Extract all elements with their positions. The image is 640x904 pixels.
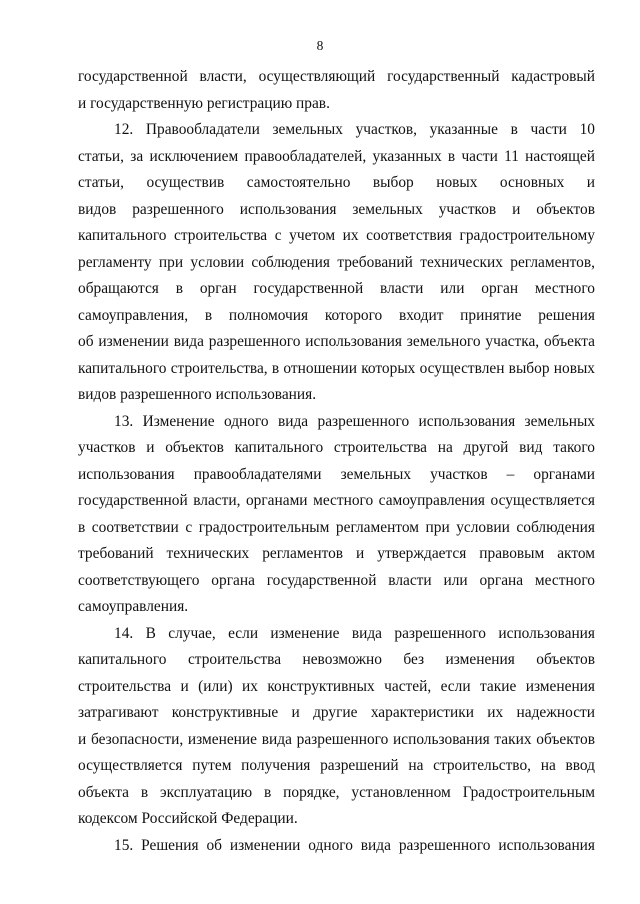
- text-line: 14. В случае, если изменение вида разрешенного использования: [114, 624, 595, 642]
- text-line: 15. Решения об изменении одного вида разрешенного использования: [114, 836, 595, 854]
- text-line: об изменении вида разрешенного использования земельного участка, объекта: [78, 333, 595, 350]
- text-line: самоуправления.: [78, 598, 189, 615]
- text-line: в соответствии с градостроительным регламентом при условии соблюдения: [78, 518, 595, 536]
- text-line: статьи, за исключением правообладателей, указанных в части 11 настоящей: [78, 147, 595, 165]
- text-line: капитального строительства, в отношении которых осуществлен выбор новых: [78, 359, 595, 377]
- text-line: статьи, осуществив самостоятельно выбор новых основных и: [78, 174, 595, 191]
- text-line: требований технических регламентов и утверждается правовым актом: [78, 545, 595, 562]
- text-line: использования правообладателями земельных участков – органами: [78, 465, 595, 483]
- text-line: участков и объектов капитального строительства на другой вид такого: [78, 439, 595, 456]
- text-line: государственной власти, органами местного самоуправления осуществляется: [78, 492, 595, 509]
- document-body: [78, 64, 595, 859]
- text-line: самоуправления, в полномочия которого входит принятие решения: [78, 306, 595, 324]
- text-line: строительства и (или) их конструктивных частей, если такие изменения: [78, 677, 595, 695]
- text-line: видов разрешенного использования.: [78, 386, 317, 403]
- text-line: 13. Изменение одного вида разрешенного использования земельных: [114, 412, 595, 430]
- text-line: регламенту при условии соблюдения требований технических регламентов,: [78, 253, 595, 271]
- text-line: соответствующего органа государственной власти или органа местного: [78, 571, 595, 589]
- text-line: 12. Правообладатели земельных участков, указанные в части 10: [114, 121, 595, 138]
- text-line: затрагивают конструктивные и другие характеристики их надежности: [78, 704, 595, 721]
- text-line: видов разрешенного использования земельных участков и объектов: [78, 200, 595, 218]
- text-line: осуществляется путем получения разрешений на строительство, на ввод: [78, 757, 595, 774]
- page-number: 8: [316, 38, 324, 53]
- text-line: и безопасности, изменение вида разрешенного использования таких объектов: [78, 730, 595, 748]
- text-line: капитального строительства невозможно без изменения объектов: [78, 651, 595, 668]
- text-line: объекта в эксплуатацию в порядке, установленном Градостроительным: [78, 783, 595, 801]
- text-line: государственной власти, осуществляющий государственный кадастровый: [78, 68, 595, 85]
- text-line: кодексом Российской Федерации.: [78, 810, 298, 827]
- text-line: и государственную регистрацию прав.: [78, 94, 330, 112]
- text-line: капитального строительства с учетом их соответствия градостроительному: [78, 227, 595, 244]
- text-line: обращаются в орган государственной власти или орган местного: [78, 280, 595, 297]
